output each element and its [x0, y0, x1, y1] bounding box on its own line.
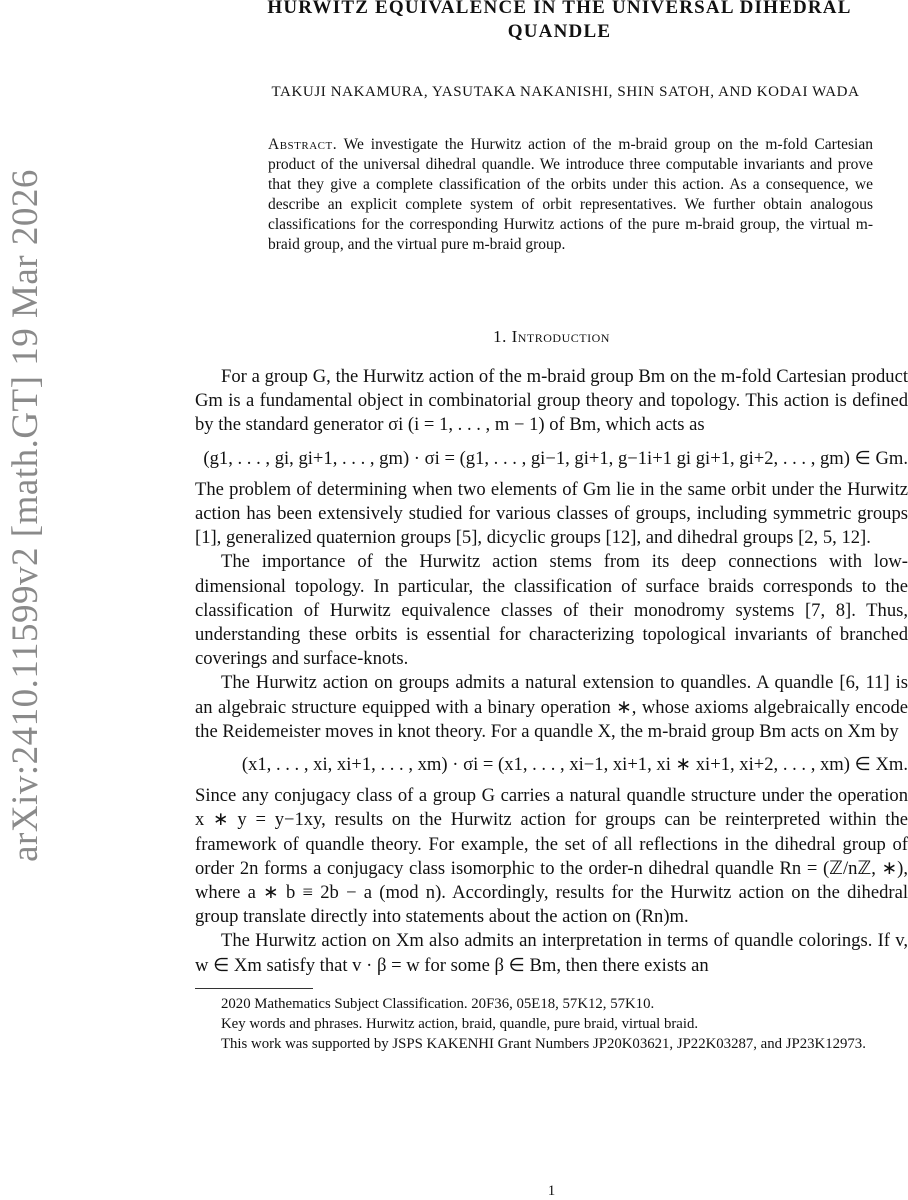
paragraph-1: For a group G, the Hurwitz action of the m-braid group Bm on the m-fold Cartesian product Gm is a fundamental object in combinatorial group theory and topology. This action is defined by the standard generator σi (i = 1, . . . , m − 1) of Bm, which acts as	[195, 366, 908, 436]
arxiv-sidebar	[2, 120, 48, 910]
footnote-support: This work was supported by JSPS KAKENHI Grant Numbers JP20K03621, JP22K03287, and JP23K12973.	[221, 1035, 866, 1052]
paragraph-3: The importance of the Hurwitz action stems from its deep connections with low-dimensional topology. In particular, the classification of surface braids corresponds to the classification of Hurwitz equivalence classes of their monodromy systems [7, 8]. Thus, understanding these orbits is essential for characterizing topological invariants of branched coverings and surface-knots.	[195, 551, 908, 670]
title-line-2: QUANDLE	[507, 21, 612, 42]
arxiv-id: arXiv:2410.11599v2 [math.GT] 19 Mar 2026	[4, 168, 46, 862]
authors: TAKUJI NAKAMURA, YASUTAKA NAKANISHI, SHIN SATOH, AND KODAI WADA	[271, 84, 860, 100]
abstract-label: Abstract.	[268, 136, 338, 153]
abstract-text: We investigate the Hurwitz action of the m-braid group on the m-fold Cartesian product of the universal dihedral quandle. We introduce three computable invariants and prove that they give a complete classification of the orbits under this action. As a consequence, we describe an explicit complete system of orbit representatives. We further obtain analogous classifications for the corresponding Hurwitz actions of the pure m-braid group, the virtual m-braid group, and the virtual pure m-braid group.	[268, 136, 873, 253]
paragraph-4: The Hurwitz action on groups admits a natural extension to quandles. A quandle [6, 11] is an algebraic structure equipped with a binary operation ∗, whose axioms algebraically encode the Reidemeister moves in knot theory. For a quandle X, the m-braid group Bm acts on Xm by	[195, 672, 908, 742]
section-heading	[195, 327, 908, 347]
paper-title	[195, 0, 908, 44]
paper-page	[195, 0, 908, 1199]
footnote-msc: 2020 Mathematics Subject Classification. 20F36, 05E18, 57K12, 57K10.	[221, 995, 655, 1012]
page-number: 1	[547, 1183, 556, 1199]
footnote-keywords: Key words and phrases. Hurwitz action, braid, quandle, pure braid, virtual braid.	[221, 1015, 699, 1032]
paragraph-6: The Hurwitz action on Xm also admits an interpretation in terms of quandle colorings. If v, w ∈ Xm satisfy that v · β = w for some β ∈ Bm, then there exists an	[195, 930, 908, 976]
body-text	[195, 365, 908, 978]
paragraph-5: Since any conjugacy class of a group G carries a natural quandle structure under the operation x ∗ y = y−1xy, results on the Hurwitz action for groups can be reinterpreted within the framework of quandle theory. For example, the set of all reflections in the dihedral group of order 2n forms a conjugacy class isomorphic to the order-n dihedral quandle Rn = (ℤ/nℤ, ∗), where a ∗ b ≡ 2b − a (mod n). Accordingly, results for the Hurwitz action on the dihedral group translate directly into statements about the action on (Rn)m.	[195, 785, 908, 928]
paragraph-2: The problem of determining when two elements of Gm lie in the same orbit under the Hurwitz action has been extensively studied for various classes of groups, including symmetric groups [1], generalized quaternion groups [5], dicyclic groups [12], and dihedral groups [2, 5, 12].	[195, 478, 908, 549]
section-title: 1. Introduction	[493, 327, 610, 346]
equation-2: (x1, . . . , xi, xi+1, . . . , xm) · σi = (x1, . . . , xi−1, xi+1, xi ∗ xi+1, xi+2, . . . , xm) ∈ Xm.	[241, 754, 908, 776]
title-line-1: HURWITZ EQUIVALENCE IN THE UNIVERSAL DIHEDRAL	[267, 0, 852, 18]
footnotes	[195, 994, 908, 1054]
abstract	[268, 135, 873, 255]
equation-1: (g1, . . . , gi, gi+1, . . . , gm) · σi = (g1, . . . , gi−1, gi+1, g−1i+1 gi gi+1, gi+2, . . . , gm) ∈ Gm.	[203, 447, 908, 469]
footnote-rule	[195, 988, 313, 989]
